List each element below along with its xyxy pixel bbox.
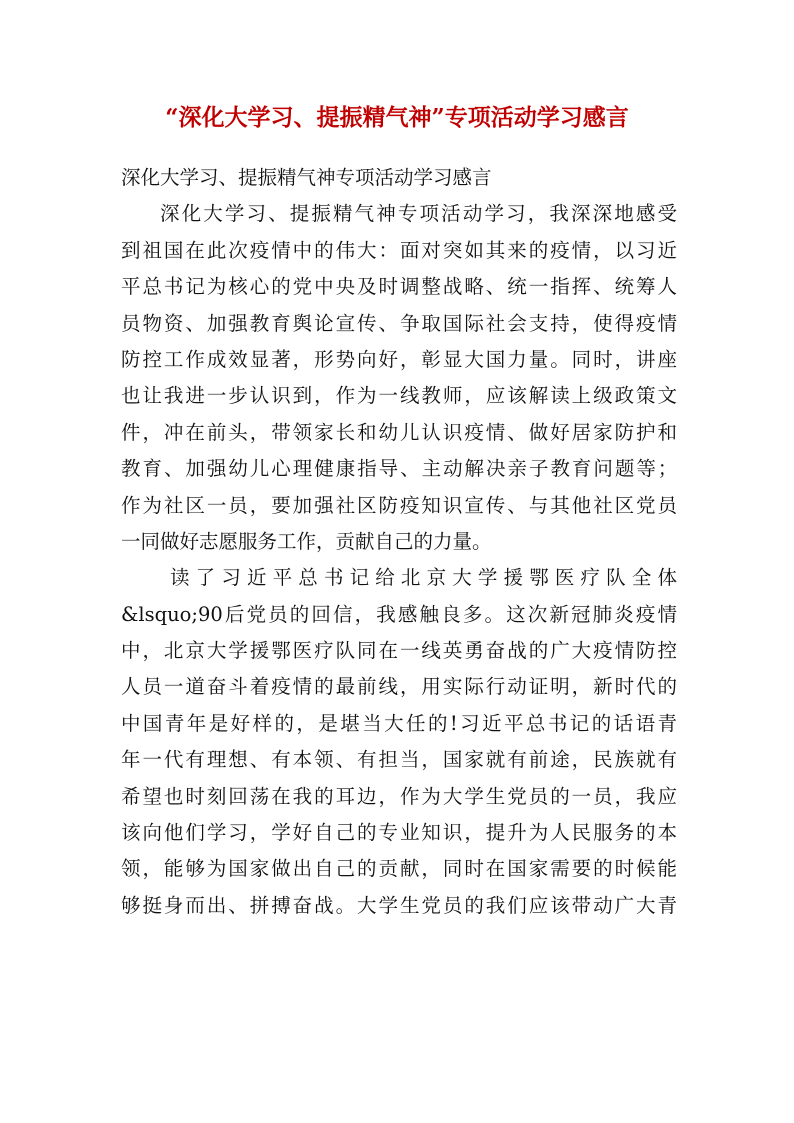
paragraph-line: 年一代有理想、有本领、有担当，国家就有前途，民族就有 <box>121 748 677 772</box>
paragraph-line: 教育、加强幼儿心理健康指导、主动解决亲子教育问题等； <box>121 457 677 481</box>
paragraph-line: 件，冲在前头，带领家长和幼儿认识疫情、做好居家防护和 <box>121 420 677 444</box>
paragraph-line: 中，北京大学援鄂医疗队同在一线英勇奋战的广大疫情防控 <box>121 639 677 663</box>
paragraph-line: 领，能够为国家做出自己的贡献，同时在国家需要的时候能 <box>121 857 677 881</box>
paragraph-line: 中国青年是好样的，是堪当大任的!习近平总书记的话语青 <box>121 711 677 735</box>
paragraph-line: 该向他们学习，学好自己的专业知识，提升为人民服务的本 <box>121 821 677 845</box>
paragraph-line: 人员一道奋斗着疫情的最前线，用实际行动证明，新时代的 <box>121 675 677 699</box>
paragraph-line: 也让我进一步认识到，作为一线教师，应该解读上级政策文 <box>121 384 677 408</box>
document-title: “深化大学习、提振精气神”专项活动学习感言 <box>165 104 629 131</box>
paragraph-line: 到祖国在此次疫情中的伟大：面对突如其来的疫情，以习近 <box>121 238 677 262</box>
subtitle-line: 深化大学习、提振精气神专项活动学习感言 <box>121 166 492 189</box>
paragraph-line: 员物资、加强教育舆论宣传、争取国际社会支持，使得疫情 <box>121 311 677 335</box>
paragraph-line: 够挺身而出、拼搏奋战。大学生党员的我们应该带动广大青 <box>121 893 677 917</box>
paragraph-line: 平总书记为核心的党中央及时调整战略、统一指挥、统筹人 <box>121 275 677 299</box>
paragraph-line: 一同做好志愿服务工作，贡献自己的力量。 <box>121 529 492 553</box>
paragraph-line: 作为社区一员，要加强社区防疫知识宣传、与其他社区党员 <box>121 493 677 517</box>
paragraph-line: &lsquo;90后党员的回信，我感触良多。这次新冠肺炎疫情 <box>121 602 677 626</box>
document-body <box>121 160 677 924</box>
paragraph-line: 深化大学习、提振精气神专项活动学习，我深深地感受 <box>160 202 677 226</box>
paragraph-line: 读了习近平总书记给北京大学援鄂医疗队全体 <box>170 566 677 590</box>
paragraph-line: 希望也时刻回荡在我的耳边，作为大学生党员的一员，我应 <box>121 784 677 808</box>
paragraph-line: 防控工作成效显著，形势向好，彰显大国力量。同时，讲座 <box>121 347 677 371</box>
